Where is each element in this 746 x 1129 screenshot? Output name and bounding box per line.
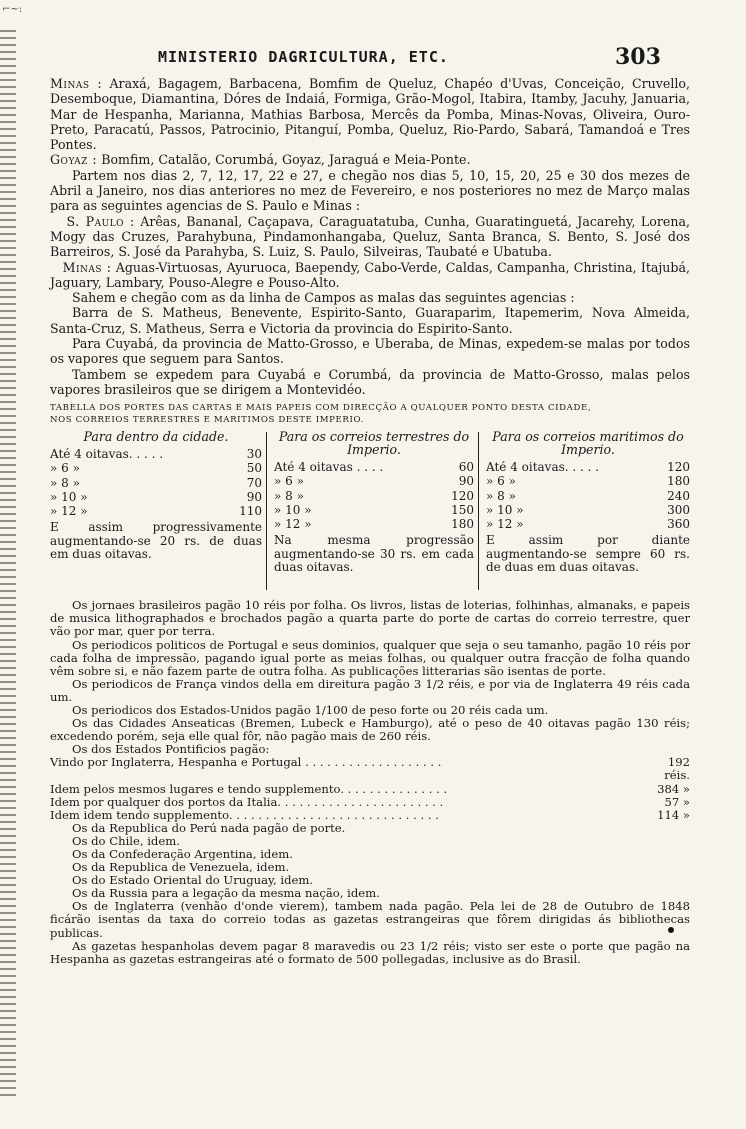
paragraph-hespanholas: As gazetas hespanholas devem pagar 8 maravedis ou 23 1/2 réis; visto ser este o porte que pagão na Hespanha as gazetas estrangeiras até o formato de 500 pollegadas, inclusive as do Brasil. (50, 938, 690, 966)
postage-table (50, 430, 690, 596)
paragraph-sahem: Sahem e chegão com as da linha de Campos as malas das seguintes agencias : (72, 290, 575, 306)
list-item: Idem idem tendo supplemento. . . . . . . . . . . . . . . . . . . . . . . . . . . . . 114 » (50, 807, 690, 822)
table-col-maritimos: Para os correios maritimos do Imperio. Até 4 oitavas. . . . . 120 » 6 » 180 » 8 » 240 » 10 » 300 » 12 » 360 E assim por diante augmentando-se sempre 60 rs. de duas em duas oitavas. (486, 429, 690, 575)
table-col-terrestres: Para os correios terrestres do Imperio. Até 4 oitavas . . . . 60 » 6 » 90 » 8 » 120 » 10 » 150 » 12 » 180 Na mesma progressão augmentando-se 30 rs. em cada duas oitavas. (274, 429, 474, 575)
paragraph-jornaes: Os jornaes brasileiros pagão 10 réis por folha. Os livros, listas de loterias, folhinhas, almanaks, e papeis de musica lithographados e brochados pagão a quarta parte do porte de cartas do correio terrestre, quer vão por mar, quer por terra. (50, 598, 690, 639)
paragraph-tambem: Tambem se expedem para Cuyabá e Corumbá, da provincia de Matto-Grosso, malas pelos vapores brasileiros que se dirigem a Montevidéo. (50, 366, 690, 397)
paragraph-exempt: Os da Republica do Perú nada pagão de porte. (72, 820, 346, 835)
table-divider (266, 432, 267, 590)
table-row: Até 4 oitavas . . . . 60 (274, 460, 474, 475)
table-row: » 10 » 90 (50, 489, 262, 504)
table-row: » 6 » 180 (486, 474, 690, 489)
ink-dot (668, 927, 674, 933)
paragraph-cuyaba: Para Cuyabá, da provincia de Matto-Grosso, e Uberaba, de Minas, expedem-se malas por todos os vapores que seguem para Santos. (50, 336, 690, 367)
paragraph-anseaticas: Os das Cidades Anseaticas (Bremen, Lubeck e Hamburgo), até o peso de 40 oitavas pagão 130 réis; excedendo porém, seja elle qual fôr, não pagão mais de 260 réis. (50, 716, 690, 744)
table-row: » 10 » 300 (486, 502, 690, 517)
paragraph-partem: Partem nos dias 2, 7, 12, 17, 22 e 27, e chegão nos dias 5, 10, 15, 20, 25 e 30 dos mezes de Abril a Janeiro, nos dias anteriores no mez de Fevereiro, e nos posteriores no mez de Março malas para as seguintes agencias de S. Paulo e Minas : (50, 167, 690, 214)
paragraph-minas-2: Minas : Aguas-Virtuosas, Ayuruoca, Baependy, Cabo-Verde, Caldas, Campanha, Christina, Itajubá, Jaguary, Lambary, Pouso-Alegre e Pouso-Alto. (50, 259, 690, 290)
body-text (50, 76, 690, 966)
paragraph-goyaz: Goyaz : Bomfim, Catalão, Corumbá, Goyaz, Jaraguá e Meia-Ponte. (50, 152, 471, 168)
table-row: » 6 » 90 (274, 474, 474, 489)
table-row: » 10 » 150 (274, 502, 474, 517)
table-row: Até 4 oitavas. . . . . 30 (50, 447, 262, 462)
paragraph-exempt: Os da Russia para a legação da mesma nação, idem. (72, 886, 380, 901)
paragraph-exempt: Os da Republica de Venezuela, idem. (72, 860, 290, 875)
table-divider (478, 432, 479, 590)
page-title: MINISTERIO DAGRICULTURA, ETC. (158, 48, 449, 66)
paragraph-franca: Os periodicos de França vindos della em direitura pagão 3 1/2 réis, e por via de Inglaterra 49 réis cada um. (50, 676, 690, 704)
table-row: » 8 » 120 (274, 488, 474, 503)
paragraph-s-paulo: S. Paulo : Arêas, Bananal, Caçapava, Caraguatatuba, Cunha, Guaratinguetá, Jacarehy, Lorena, Mogy das Cruzes, Parahybuna, Pindamonhangaba, Queluz, Santa Branca, S. Bento, S. José dos Barreiros, S. José da Parahyba, S. Luiz, S. Paulo, Silveiras, Taubaté e Ubatuba. (50, 213, 690, 260)
table-col-cidade: Para dentro da cidade. Até 4 oitavas. . . . . 30 » 6 » 50 » 8 » 70 » 10 » 90 » 12 » 110 E assim progressivamente augmentando-se 20 rs. de duas em duas oitavas. (50, 429, 262, 562)
paragraph-exempt: Os da Confederação Argentina, idem. (72, 847, 293, 862)
paragraph-exempt: Os do Estado Oriental do Uruguay, idem. (72, 873, 314, 888)
list-item: Idem pelos mesmos lugares e tendo supplemento. . . . . . . . . . . . . . . 384 » (50, 781, 690, 796)
table-row: » 8 » 240 (486, 488, 690, 503)
table-row: Até 4 oitavas. . . . . 120 (486, 460, 690, 475)
table-row: » 12 » 110 (50, 504, 262, 519)
paragraph-estados-unidos: Os periodicos dos Estados-Unidos pagão 1/100 de peso forte ou 20 réis cada um. (72, 702, 549, 717)
table-heading: TABELLA DOS PORTES DAS CARTAS E MAIS PAPEIS COM DIRECÇÃO A QUALQUER PONTO DESTA CIDADE, NOS CORREIOS TERRESTRES E MARITIMOS DESTE IMPERIO. (50, 403, 592, 426)
table-row: » 12 » 360 (486, 517, 690, 532)
running-header (0, 44, 746, 70)
table-row: » 12 » 180 (274, 517, 474, 532)
corner-mark: ⌐~: (2, 4, 23, 15)
list-item: Idem por qualquer dos portos da Italia. . . . . . . . . . . . . . . . . . . . . . . 57 » (50, 794, 690, 809)
list-item: Vindo por Inglaterra, Hespanha e Portugal . . . . . . . . . . . . . . . . . . . 192 réis. (50, 755, 690, 783)
page-number: 303 (615, 44, 661, 70)
binding-edge-shadow (0, 30, 16, 1100)
paragraph-portugal: Os periodicos politicos de Portugal e seus dominios, qualquer que seja o seu tamanho, pagão 10 réis por cada folha de impressão, pagando igual porte as meias folhas, ou qualquer outra fracção de folha quando vêm sobre si, e não fazem parte de outra folha. As publicações litterarias são isentas de porte. (50, 637, 690, 678)
paragraph-pontificios: Os dos Estados Pontificios pagão: (72, 742, 270, 757)
paragraph-barra: Barra de S. Matheus, Benevente, Espirito-Santo, Guaraparim, Itapemerim, Nova Almeida, Santa-Cruz, S. Matheus, Serra e Victoria da provincia do Espirito-Santo. (50, 305, 690, 336)
paragraph-exempt: Os do Chile, idem. (72, 833, 180, 848)
table-row: » 6 » 50 (50, 461, 262, 476)
paragraph-lei: Os de Inglaterra (venhão d'onde vierem), tambem nada pagão. Pela lei de 28 de Outubro de 1848 ficárão isentas da taxa do correio todas as gazetas estrangeiras que fôrem dirigidas ás bibliothecas publicas. (50, 899, 690, 940)
table-row: » 8 » 70 (50, 475, 262, 490)
paragraph-minas-1: Minas : Araxá, Bagagem, Barbacena, Bomfim de Queluz, Chapéo d'Uvas, Conceição, Cruvello, Desemboque, Diamantina, Dóres de Indaiá, Formiga, Grão-Mogol, Itabira, Itamby, Jacuhy, Januaria, Mar de Hespanha, Marianna, Mathias Barbosa, Mercês da Pomba, Minas-Novas, Oliveira, Ouro-Preto, Paracatú, Passos, Patrocinio, Pitanguí, Pomba, Queluz, Rio-Pardo, Sabará, Tamandoá e Tres Pontes. (50, 76, 690, 153)
notes-section (50, 599, 690, 966)
